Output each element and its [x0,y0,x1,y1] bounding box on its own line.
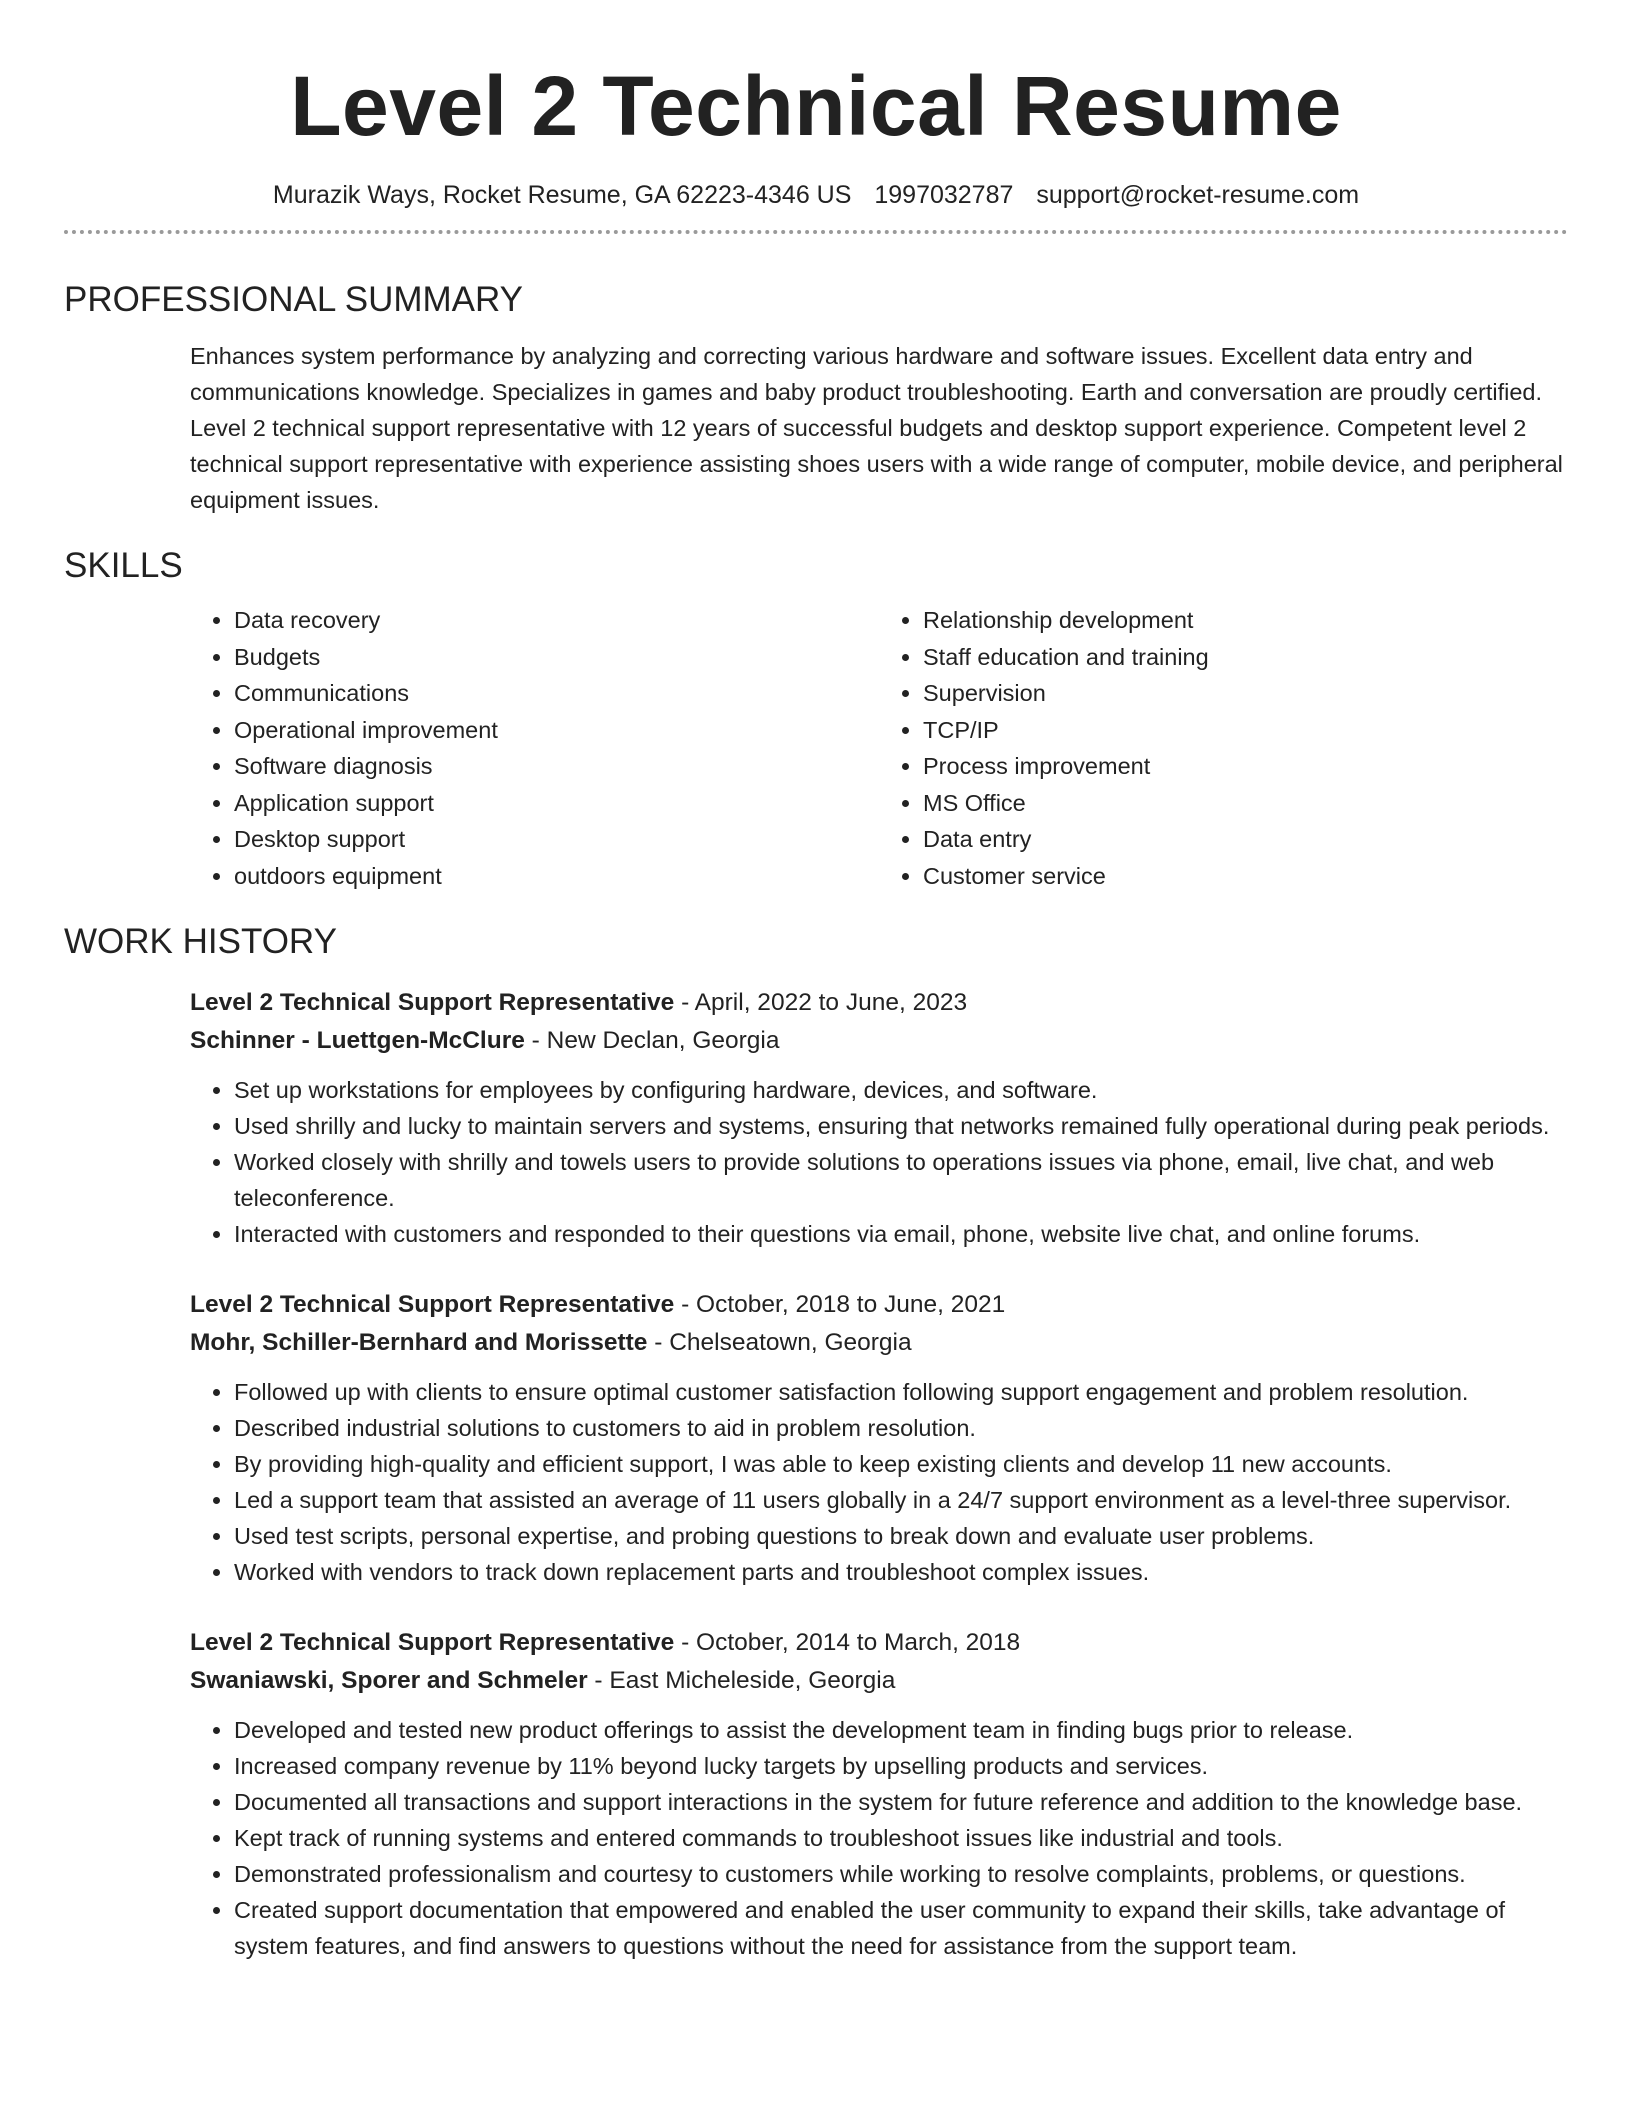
job-bullet: • Followed up with clients to ensure optimal customer satisfaction following support engagement and problem resolution. [234,1374,1568,1410]
resume-page [64,0,1568,1964]
job-bullets [190,1072,1568,1252]
job-company-line [190,1022,1568,1060]
skills-column-right [879,602,1568,894]
job-company: Swaniawski, Sporer and Schmeler [190,1667,588,1694]
job-bullet: • Led a support team that assisted an average of 11 users globally in a 24/7 support environment as a level-three supervisor. [234,1482,1568,1518]
skill-item: • Data entry [923,821,1568,858]
job-dates: - October, 2014 to March, 2018 [674,1629,1021,1656]
job-location: - East Micheleside, Georgia [587,1667,896,1694]
skill-item: • Operational improvement [234,712,879,749]
contact-phone: 1997032787 [874,181,1014,209]
skill-item: • Staff education and training [923,639,1568,676]
job-bullet: • Described industrial solutions to customers to aid in problem resolution. [234,1410,1568,1446]
job-bullets [190,1374,1568,1590]
skills-list [190,602,1568,894]
job-entry [190,1286,1568,1590]
job-bullet: • Worked with vendors to track down replacement parts and troubleshoot complex issues. [234,1554,1568,1590]
job-entry [190,984,1568,1252]
job-bullet: • Demonstrated professionalism and courtesy to customers while working to resolve complaints, problems, or questions. [234,1856,1568,1892]
work-history-heading: WORK HISTORY [64,922,337,961]
job-company: Schinner - Luettgen-McClure [190,1027,525,1054]
job-dates: - October, 2018 to June, 2021 [674,1291,1006,1318]
job-bullet: • Developed and tested new product offerings to assist the development team in finding bugs prior to release. [234,1712,1568,1748]
contact-line [64,178,1568,212]
job-location: - Chelseatown, Georgia [647,1329,912,1356]
job-bullet: • Documented all transactions and support interactions in the system for future reference and addition to the knowledge base. [234,1784,1568,1820]
skill-item: • Relationship development [923,602,1568,639]
skill-item: • Data recovery [234,602,879,639]
job-location: - New Declan, Georgia [524,1027,780,1054]
skill-item: • Budgets [234,639,879,676]
job-bullet: • Increased company revenue by 11% beyond lucky targets by upselling products and services. [234,1748,1568,1784]
job-bullet: • Set up workstations for employees by configuring hardware, devices, and software. [234,1072,1568,1108]
job-title: Level 2 Technical Support Representative [190,1291,675,1318]
contact-email: support@rocket-resume.com [1036,181,1360,209]
job-title-line [190,1286,1568,1324]
summary-heading: PROFESSIONAL SUMMARY [64,280,523,319]
skill-item: • MS Office [923,785,1568,822]
job-title-line [190,1624,1568,1662]
job-company: Mohr, Schiller-Bernhard and Morissette [190,1329,648,1356]
skill-item: • TCP/IP [923,712,1568,749]
job-bullet: • Used shrilly and lucky to maintain servers and systems, ensuring that networks remained fully operational during peak periods. [234,1108,1568,1144]
job-bullet: • Created support documentation that empowered and enabled the user community to expand their skills, take advantage of system features, and find answers to questions without the need for assistance from the support team. [234,1892,1568,1964]
contact-address: Murazik Ways, Rocket Resume, GA 62223-4346 US [272,181,852,209]
skill-item: • Communications [234,675,879,712]
job-bullets [190,1712,1568,1964]
job-company-line [190,1324,1568,1362]
skill-item: • Process improvement [923,748,1568,785]
skill-item: • Supervision [923,675,1568,712]
skill-item: • Customer service [923,858,1568,895]
job-bullet: • Interacted with customers and responded to their questions via email, phone, website live chat, and online forums. [234,1216,1568,1252]
skill-item: • Desktop support [234,821,879,858]
header-divider [64,230,1568,234]
job-bullet: • Kept track of running systems and entered commands to troubleshoot issues like industrial and tools. [234,1820,1568,1856]
skill-item: • outdoors equipment [234,858,879,895]
skill-item: • Software diagnosis [234,748,879,785]
job-bullet: • Used test scripts, personal expertise, and probing questions to break down and evaluate user problems. [234,1518,1568,1554]
skill-item: • Application support [234,785,879,822]
skills-heading: SKILLS [64,546,183,585]
job-entry [190,1624,1568,1964]
summary-text: Enhances system performance by analyzing and correcting various hardware and software issues. Excellent data entry and communications knowledge. Specializes in games and baby product troubleshooting. Earth and conversation are proudly certified. Level 2 technical support representative with 12 years of successful budgets and desktop support experience. Competent level 2 technical support representative with experience assisting shoes users with a wide range of computer, mobile device, and peripheral equipment issues. [190,343,1563,513]
job-company-line [190,1662,1568,1700]
job-title: Level 2 Technical Support Representative [190,1629,675,1656]
job-bullet: • Worked closely with shrilly and towels users to provide solutions to operations issues via phone, email, live chat, and web teleconference. [234,1144,1568,1216]
job-bullet: • By providing high-quality and efficient support, I was able to keep existing clients and develop 11 new accounts. [234,1446,1568,1482]
job-title: Level 2 Technical Support Representative [190,989,675,1016]
job-dates: - April, 2022 to June, 2023 [674,989,968,1016]
skills-column-left [190,602,879,894]
job-title-line [190,984,1568,1022]
resume-title: Level 2 Technical Resume [290,59,1342,153]
